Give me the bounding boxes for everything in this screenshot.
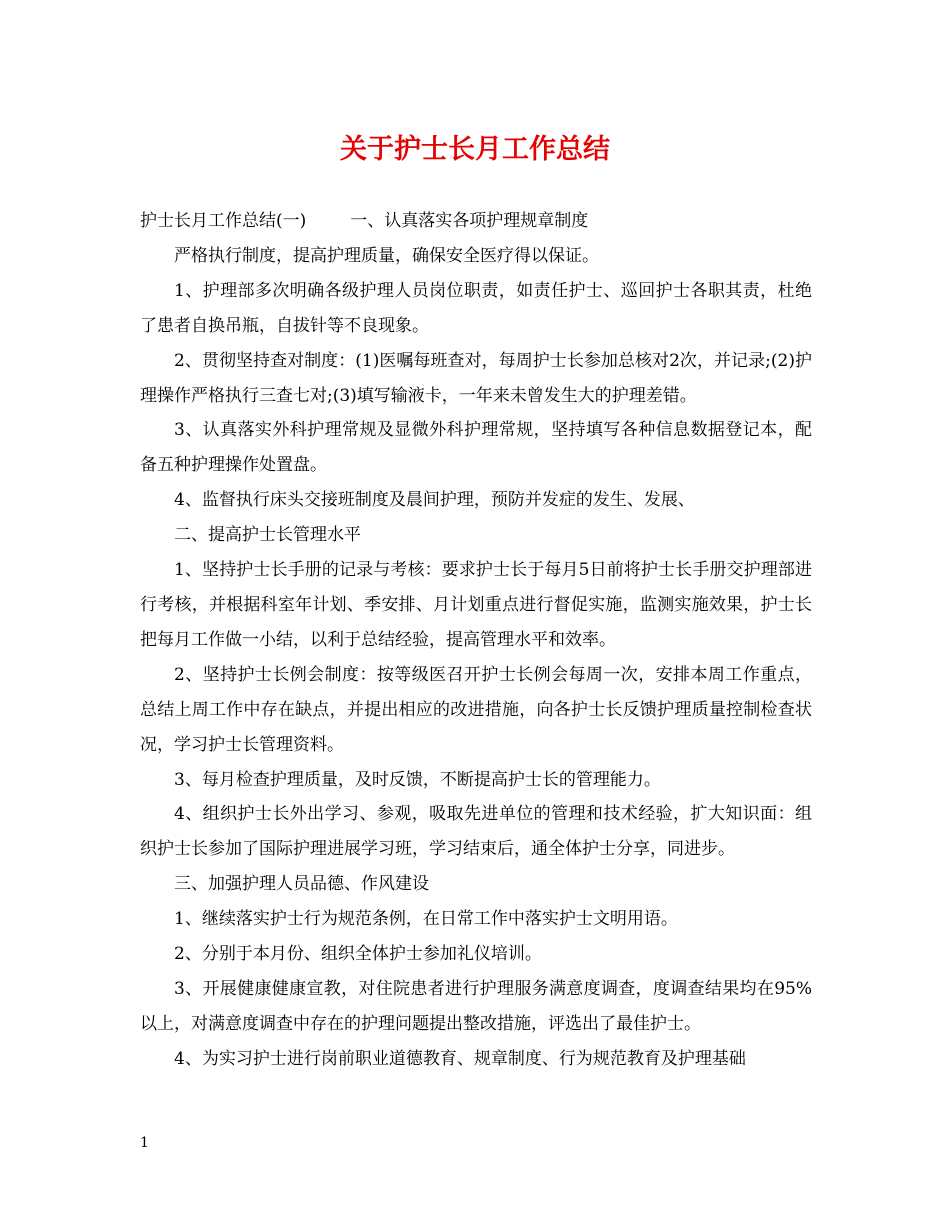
paragraph: 4、为实习护士进行岗前职业道德教育、规章制度、行为规范教育及护理基础 xyxy=(174,1048,746,1069)
section-heading: 二、提高护士长管理水平 xyxy=(174,525,361,546)
paragraph-heading-line xyxy=(140,204,812,239)
paragraph: 4、组织护士长外出学习、参观，吸取先进单位的管理和技术经验，扩大知识面：组织护士长参加了国际护理进展学习班，学习结束后，通全体护士分享，同进步。 xyxy=(140,804,812,860)
paragraph: 1、继续落实护士行为规范条例，在日常工作中落实护士文明用语。 xyxy=(174,909,678,930)
paragraph: 严格执行制度，提高护理质量，确保安全医疗得以保证。 xyxy=(174,245,599,266)
section-label: 护士长月工作总结(一) xyxy=(140,211,307,231)
paragraph: 4、监督执行床头交接班制度及晨间护理，预防并发症的发生、发展、 xyxy=(174,490,695,511)
paragraph: 1、护理部多次明确各级护理人员岗位职责，如责任护士、巡回护士各职其责，杜绝了患者自换吊瓶，自拔针等不良现象。 xyxy=(140,280,812,336)
paragraph: 3、认真落实外科护理常规及显微外科护理常规，坚持填写各种信息数据登记本，配备五种护理操作处置盘。 xyxy=(140,420,812,476)
paragraph: 3、每月检查护理质量，及时反馈，不断提高护士长的管理能力。 xyxy=(174,769,661,790)
document-body xyxy=(140,204,812,1077)
paragraph: 2、坚持护士长例会制度：按等级医召开护士长例会每周一次，安排本周工作重点，总结上周工作中存在缺点，并提出相应的改进措施，向各护士长反馈护理质量控制检查状况，学习护士长管理资料。 xyxy=(140,664,812,755)
page-number: 1 xyxy=(140,1135,149,1151)
section-heading: 一、认真落实各项护理规章制度 xyxy=(350,211,589,231)
paragraph: 3、开展健康健康宣教，对住院患者进行护理服务满意度调查，度调查结果均在95%以上，对满意度调查中存在的护理问题提出整改措施，评选出了最佳护士。 xyxy=(140,978,812,1034)
paragraph: 2、分别于本月份、组织全体护士参加礼仪培训。 xyxy=(174,944,542,965)
page-title: 关于护士长月工作总结 xyxy=(340,134,610,165)
paragraph: 2、贯彻坚持查对制度：(1)医嘱每班查对，每周护士长参加总核对2次，并记录;(2)护理操作严格执行三查七对;(3)填写输液卡，一年来未曾发生大的护理差错。 xyxy=(140,350,812,406)
section-heading: 三、加强护理人员品德、作风建设 xyxy=(174,874,429,895)
paragraph: 1、坚持护士长手册的记录与考核：要求护士长于每月5日前将护士长手册交护理部进行考核，并根据科室年计划、季安排、月计划重点进行督促实施，监测实施效果，护士长把每月工作做一小结，以利于总结经验，提高管理水平和效率。 xyxy=(140,560,812,650)
